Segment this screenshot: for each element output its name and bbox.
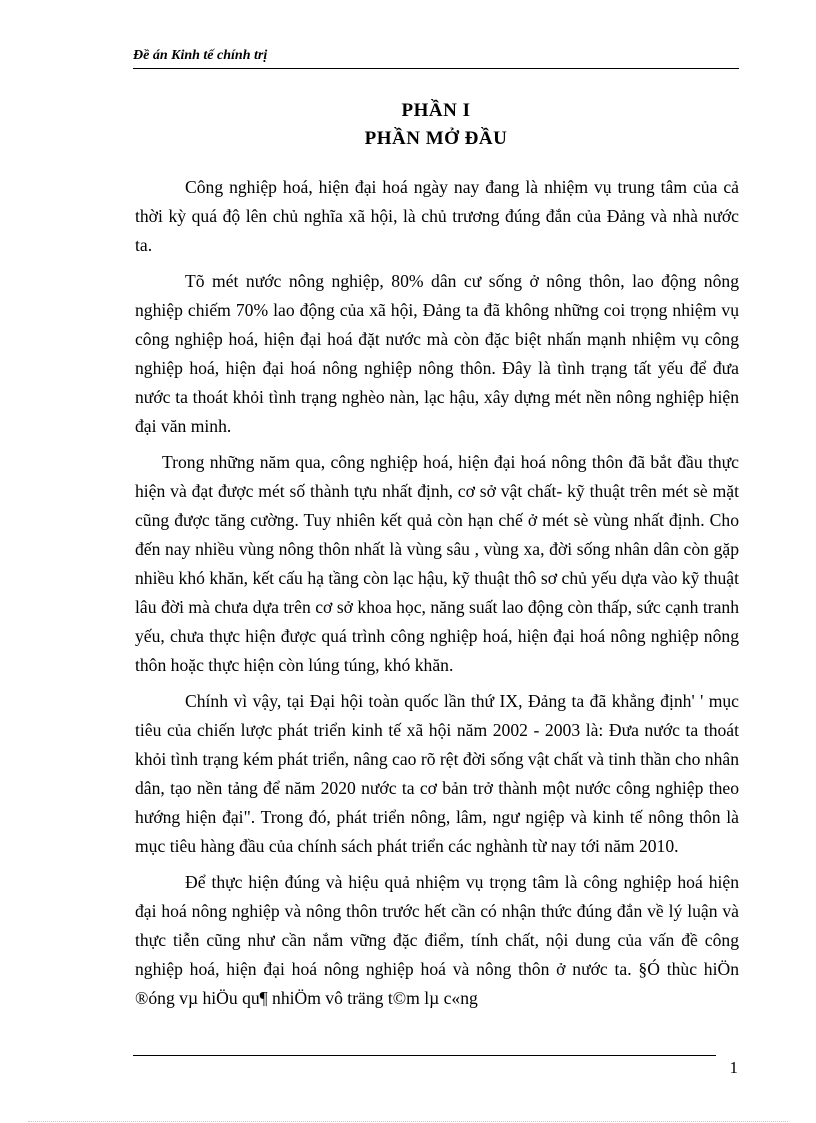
body-paragraph: Công nghiệp hoá, hiện đại hoá ngày nay đang là nhiệm vụ trung tâm của cả thời kỳ quá độ lên chủ nghĩa xã hội, là chủ trương đúng đắn của Đảng và nhà nước ta. bbox=[135, 177, 739, 255]
document-body bbox=[135, 173, 739, 1020]
header-divider bbox=[133, 68, 739, 69]
body-paragraph: Trong những năm qua, công nghiệp hoá, hiện đại hoá nông thôn đã bắt đầu thực hiện và đạt được mét số thành tựu nhất định, cơ sở vật chất- kỹ thuật trên mét sè mặt cũng được tăng cường. Tuy nhiên kết quả còn hạn chế ở mét sè vùng nhất định. Cho đến nay nhiều vùng nông thôn nhất là vùng sâu , vùng xa, đời sống nhân dân còn gặp nhiều khó khăn, kết cấu hạ tầng còn lạc hậu, kỹ thuật thô sơ chủ yếu dựa vào kỹ thuật lâu đời mà chưa dựa trên cơ sở khoa học, năng suất lao động còn thấp, sức cạnh tranh yếu, chưa thực hiện được quá trình công nghiệp hoá, hiện đại hoá nông nghiệp nông thôn hoặc thực hiện còn lúng túng, khó khăn. bbox=[135, 452, 739, 675]
page-number: 1 bbox=[729, 1058, 738, 1077]
body-paragraph: Để thực hiện đúng và hiệu quả nhiệm vụ trọng tâm là công nghiệp hoá hiện đại hoá nông nghiệp và nông thôn trước hết cần có nhận thức đúng đắn về lý luận và thực tiễn cũng như cần nắm vững đặc điểm, tính chất, nội dung của vấn đề công nghiệp hoá, hiện đại hoá nông nghiệp hoá và nông thôn ở nước ta. §Ó thùc hiÖn ®óng vµ hiÖu qu¶ nhiÖm vô träng t©m lµ c«ng bbox=[135, 872, 739, 1008]
body-paragraph: Tõ mét nước nông nghiệp, 80% dân cư sống ở nông thôn, lao động nông nghiệp chiếm 70% lao động của xã hội, Đảng ta đã không những coi trọng nhiệm vụ công nghiệp hoá, hiện đại hoá đặt nước mà còn đặc biệt nhấn mạnh nhiệm vụ công nghiệp hoá, hiện đại hoá nông nghiệp nông thôn. Đây là tình trạng tất yếu để đưa nước ta thoát khỏi tình trạng nghèo nàn, lạc hậu, xây dựng mét nền nông nghiệp hiện đại văn minh. bbox=[135, 271, 739, 436]
running-header: Đề án Kinh tế chính trị bbox=[133, 48, 268, 63]
section-heading: PHẦN MỞ ĐẦU bbox=[364, 128, 508, 149]
footer-divider bbox=[133, 1055, 716, 1056]
page-edge-dotted-line bbox=[28, 1121, 788, 1122]
part-heading: PHẦN I bbox=[401, 100, 471, 121]
body-paragraph: Chính vì vậy, tại Đại hội toàn quốc lần thứ IX, Đảng ta đã khẳng định' ' mục tiêu của chiến lược phát triển kinh tế xã hội năm 2002 - 2003 là: Đưa nước ta thoát khỏi tình trạng kém phát triển, nâng cao rõ rệt đời sống vật chất và tinh thần cho nhân dân, tạo nền tảng để năm 2020 nước ta cơ bản trở thành một nước công nghiệp theo hướng hiện đại". Trong đó, phát triển nông, lâm, ngư ngiệp và kinh tế nông thôn là mục tiêu hàng đầu của chính sách phát triển các nghành từ nay tới năm 2010. bbox=[135, 691, 739, 856]
